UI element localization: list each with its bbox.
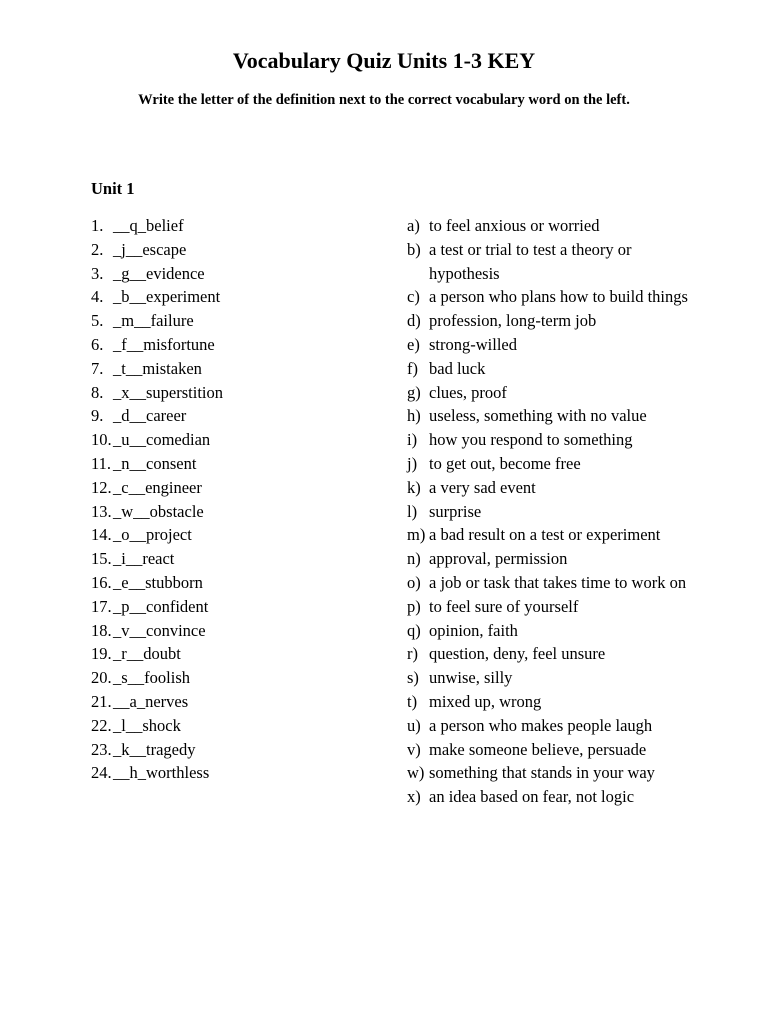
definition-item: [407, 547, 697, 571]
definition-letter: m): [407, 525, 426, 545]
word-answer: _w__obstacle: [113, 501, 204, 521]
definition-letter: f): [407, 358, 418, 378]
definition-letter: b): [407, 239, 421, 259]
definition-item: [407, 404, 697, 428]
definition-text: to feel sure of yourself: [429, 596, 579, 616]
word-item: [91, 333, 381, 357]
definition-text: mixed up, wrong: [429, 691, 542, 711]
definition-item: [407, 333, 697, 357]
definition-text: useless, something with no value: [429, 406, 647, 426]
word-item: [91, 619, 381, 643]
word-number: 5.: [91, 311, 104, 331]
definition-letter: i): [407, 430, 418, 450]
word-number: 11.: [91, 453, 112, 473]
definition-item: [407, 738, 697, 762]
definition-text: make someone believe, persuade: [429, 739, 647, 759]
definition-item: [407, 500, 697, 524]
definition-text: bad luck: [429, 358, 486, 378]
word-item: [91, 309, 381, 333]
definition-text: strong-willed: [429, 334, 517, 354]
word-item: [91, 476, 381, 500]
word-item: [91, 595, 381, 619]
definition-letter: s): [407, 668, 419, 688]
word-item: [91, 500, 381, 524]
word-number: 2.: [91, 239, 104, 259]
definition-item: [407, 476, 697, 500]
definition-text: a bad result on a test or experiment: [429, 525, 661, 545]
definition-letter: v): [407, 739, 421, 759]
definition-letter: l): [407, 501, 418, 521]
definition-letter: w): [407, 763, 425, 783]
word-number: 15.: [91, 549, 112, 569]
definition-letter: p): [407, 596, 421, 616]
definition-text: unwise, silly: [429, 668, 513, 688]
word-answer: _n__consent: [113, 453, 197, 473]
definition-letter: g): [407, 382, 421, 402]
word-number: 18.: [91, 620, 112, 640]
definition-item: [407, 523, 697, 547]
word-number: 13.: [91, 501, 112, 521]
page-title: Vocabulary Quiz Units 1-3 KEY: [232, 48, 536, 73]
word-number: 12.: [91, 477, 112, 497]
definition-letter: r): [407, 644, 418, 664]
word-answer: _l__shock: [113, 715, 181, 735]
definition-letter: j): [407, 453, 418, 473]
word-answer: _o__project: [113, 525, 192, 545]
definition-letter: k): [407, 477, 421, 497]
definition-text: something that stands in your way: [429, 763, 655, 783]
word-number: 7.: [91, 358, 104, 378]
word-answer: _r__doubt: [113, 644, 181, 664]
definition-text: a person who makes people laugh: [429, 715, 653, 735]
word-item: [91, 738, 381, 762]
definition-text: approval, permission: [429, 549, 568, 569]
word-item: [91, 666, 381, 690]
word-item: [91, 381, 381, 405]
word-number: 16.: [91, 572, 112, 592]
word-item: [91, 642, 381, 666]
definition-item: [407, 714, 697, 738]
word-number: 10.: [91, 430, 112, 450]
definition-letter: d): [407, 311, 421, 331]
word-answer: _c__engineer: [113, 477, 202, 497]
definition-item: [407, 571, 697, 595]
definition-list: [407, 214, 697, 809]
definition-text: profession, long-term job: [429, 311, 597, 331]
definition-item: [407, 595, 697, 619]
word-item: [91, 547, 381, 571]
word-answer: _s__foolish: [113, 668, 191, 688]
word-answer: _f__misfortune: [113, 334, 215, 354]
definition-letter: x): [407, 787, 421, 807]
word-answer: _m__failure: [113, 311, 194, 331]
word-answer: _p__confident: [113, 596, 209, 616]
word-answer: __q_belief: [113, 216, 184, 235]
definition-letter: h): [407, 406, 421, 426]
word-item: [91, 761, 381, 785]
definition-text: a test or trial to test a theory or hypothesis: [429, 239, 632, 283]
word-answer: _e__stubborn: [113, 572, 203, 592]
definition-text: a job or task that takes time to work on: [429, 572, 687, 592]
definition-letter: o): [407, 572, 421, 592]
definition-item: [407, 666, 697, 690]
word-number: 24.: [91, 763, 112, 783]
definition-text: an idea based on fear, not logic: [429, 787, 635, 807]
word-item: [91, 452, 381, 476]
vocabulary-word-list: [91, 214, 381, 785]
definition-item: [407, 690, 697, 714]
word-answer: _t__mistaken: [113, 358, 202, 378]
definition-item: [407, 452, 697, 476]
word-number: 9.: [91, 406, 104, 426]
word-item: [91, 523, 381, 547]
definition-text: surprise: [429, 501, 482, 521]
word-number: 1.: [91, 216, 104, 235]
word-answer: _k__tragedy: [113, 739, 196, 759]
definition-letter: c): [407, 287, 420, 307]
definition-item: [407, 285, 697, 309]
definition-item: [407, 357, 697, 381]
definition-letter: n): [407, 549, 421, 569]
word-number: 14.: [91, 525, 112, 545]
word-answer: _u__comedian: [113, 430, 211, 450]
definition-item: [407, 785, 697, 809]
definition-item: [407, 428, 697, 452]
definition-letter: a): [407, 216, 420, 235]
word-number: 22.: [91, 715, 112, 735]
word-item: [91, 714, 381, 738]
word-answer: _j__escape: [113, 239, 187, 259]
word-item: [91, 404, 381, 428]
definition-letter: q): [407, 620, 421, 640]
definition-letter: e): [407, 334, 420, 354]
word-number: 19.: [91, 644, 112, 664]
unit-heading: Unit 1: [91, 179, 135, 198]
word-number: 23.: [91, 739, 112, 759]
definition-text: to feel anxious or worried: [429, 216, 600, 235]
definition-item: [407, 381, 697, 405]
word-answer: _x__superstition: [113, 382, 223, 402]
instructions: Write the letter of the definition next to the correct vocabulary word on the left.: [138, 92, 630, 108]
word-answer: _v__convince: [113, 620, 206, 640]
word-answer: __a_nerves: [113, 691, 189, 711]
definition-letter: u): [407, 715, 421, 735]
definition-text: opinion, faith: [429, 620, 518, 640]
definition-item: [407, 619, 697, 643]
word-item: [91, 238, 381, 262]
word-item: [91, 357, 381, 381]
word-item: [91, 285, 381, 309]
definition-letter: t): [407, 691, 418, 711]
definition-text: question, deny, feel unsure: [429, 644, 606, 664]
word-number: 4.: [91, 287, 104, 307]
word-answer: _d__career: [113, 406, 187, 426]
word-number: 21.: [91, 691, 112, 711]
word-number: 17.: [91, 596, 112, 616]
definition-item: [407, 309, 697, 333]
definition-text: clues, proof: [429, 382, 507, 402]
definition-text: to get out, become free: [429, 453, 581, 473]
word-item: [91, 690, 381, 714]
definition-item: [407, 642, 697, 666]
word-item: [91, 428, 381, 452]
word-answer: _b__experiment: [113, 287, 221, 307]
definition-item: [407, 761, 697, 785]
word-number: 8.: [91, 382, 104, 402]
word-answer: _g__evidence: [113, 263, 205, 283]
definition-item: [407, 214, 697, 238]
word-item: [91, 214, 381, 238]
word-answer: __h_worthless: [113, 763, 210, 783]
word-number: 6.: [91, 334, 104, 354]
word-item: [91, 262, 381, 286]
word-item: [91, 571, 381, 595]
word-number: 20.: [91, 668, 112, 688]
word-number: 3.: [91, 263, 104, 283]
definition-item: [407, 238, 697, 286]
definition-text: how you respond to something: [429, 430, 633, 450]
definition-text: a person who plans how to build things: [429, 287, 688, 307]
word-answer: _i__react: [113, 549, 175, 569]
definition-text: a very sad event: [429, 477, 536, 497]
